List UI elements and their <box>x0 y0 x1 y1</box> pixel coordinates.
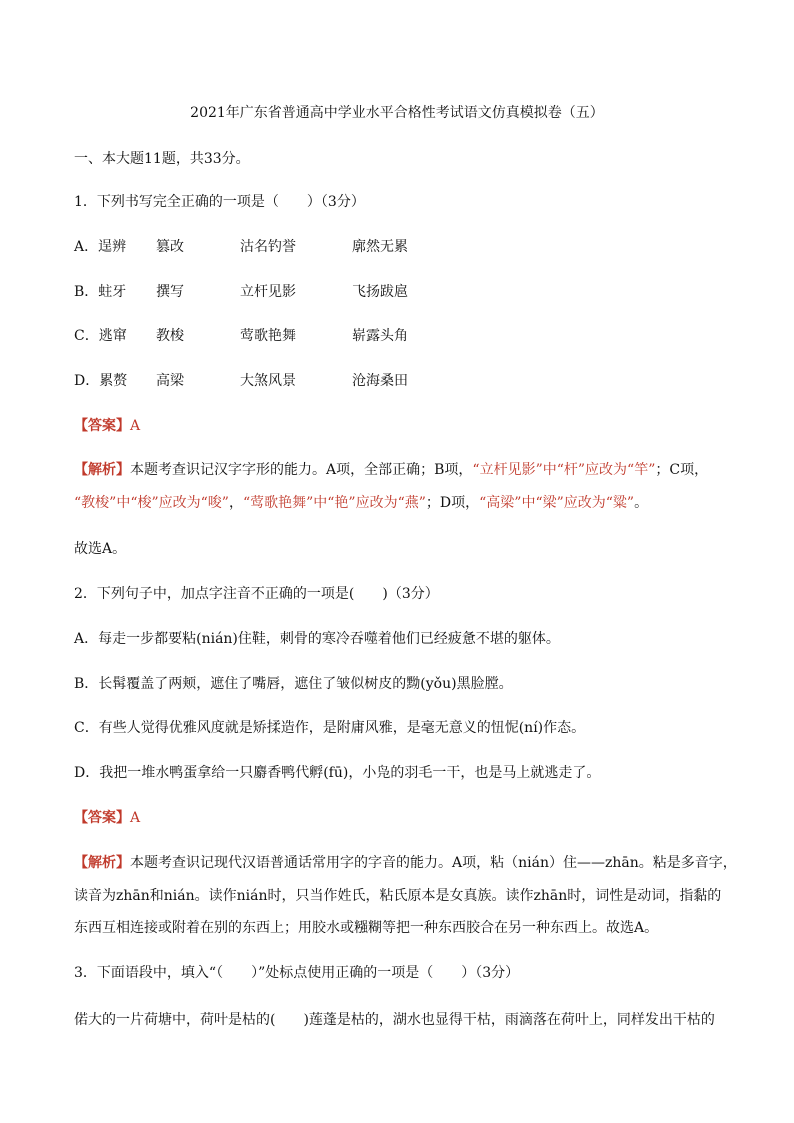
option-word: 高梁 <box>156 373 184 389</box>
question-2-option-a: A．每走一步都要粘(nián)住鞋，刺骨的寒冷吞噬着他们已经疲惫不堪的躯体。 <box>74 631 560 647</box>
question-2-answer <box>74 808 140 828</box>
analysis-correction: “高梁”中“梁”应改为“粱” <box>479 495 635 511</box>
analysis-correction: “立杆见影”中“杆”应改为“竿” <box>472 462 656 478</box>
analysis-text: ， <box>228 495 243 511</box>
option-word: 沧海桑田 <box>352 373 408 389</box>
page-title: 2021年广东省普通高中学业水平合格性考试语文仿真模拟卷（五） <box>190 105 604 121</box>
option-word: 篡改 <box>156 239 184 255</box>
answer-tag: 【答案】 <box>74 418 130 434</box>
option-label-word: A．逞辨 <box>74 239 127 255</box>
question-2-option-c: C．有些人觉得优雅风度就是矫揉造作，是附庸风雅，是毫无意义的忸怩(ní)作态。 <box>74 720 586 736</box>
section-heading: 一、本大题11题，共33分。 <box>74 151 250 167</box>
question-2-option-b: B．长髯覆盖了两颊，遮住了嘴唇，遮住了皱似树皮的黝(yǒu)黑脸膛。 <box>74 676 513 692</box>
question-2-option-d: D．我把一堆水鸭蛋拿给一只麝香鸭代孵(fū)，小凫的羽毛一干，也是马上就逃走了。 <box>74 765 601 781</box>
question-1-analysis-line-1 <box>74 460 708 480</box>
option-label-word: C．逃窜 <box>74 328 127 344</box>
option-word: 撰写 <box>156 284 184 300</box>
question-2-analysis-line-2: 读音为zhān和nián。读作nián时，只当作姓氏，粘氏原本是女真族。读作zhān时，词性是动词，指黏的 <box>74 888 722 904</box>
option-label-word: B．蛀牙 <box>74 284 127 300</box>
option-word: 大煞风景 <box>240 373 296 389</box>
option-word: 沽名钓誉 <box>240 239 296 255</box>
option-label-word: D．累赘 <box>74 373 128 389</box>
analysis-text: 。 <box>634 495 649 511</box>
question-2-stem: 2．下列句子中，加点字注音不正确的一项是( )（3分） <box>74 586 439 602</box>
option-word: 教梭 <box>156 328 184 344</box>
option-word: 廓然无累 <box>352 239 408 255</box>
analysis-text: ；D项， <box>425 495 480 511</box>
question-1-conclusion: 故选A。 <box>74 541 127 557</box>
question-1-answer <box>74 416 140 436</box>
question-2-analysis-line-1 <box>74 853 737 873</box>
analysis-correction: “莺歌艳舞”中“艳”应改为“燕” <box>242 495 426 511</box>
analysis-tag: 【解析】 <box>74 462 130 478</box>
answer-value: A <box>130 418 141 434</box>
answer-value: A <box>130 810 141 826</box>
analysis-correction: “教梭”中“梭”应改为“唆” <box>74 495 229 511</box>
analysis-text: 本题考查识记汉字字形的能力。A项，全部正确；B项， <box>130 462 473 478</box>
question-1-stem: 1．下列书写完全正确的一项是（ ）（3分） <box>74 194 365 210</box>
question-3-passage: 偌大的一片荷塘中，荷叶是枯的( )莲蓬是枯的，湖水也显得干枯，雨滴落在荷叶上，同样发出干枯的 <box>74 1012 715 1028</box>
analysis-text: 本题考查识记现代汉语普通话常用字的字音的能力。A项，粘（nián）住——zhān。粘是多音字， <box>130 855 737 871</box>
option-word: 崭露头角 <box>352 328 408 344</box>
option-word: 飞扬跋扈 <box>352 284 408 300</box>
answer-tag: 【答案】 <box>74 810 130 826</box>
option-word: 立杆见影 <box>240 284 296 300</box>
option-word: 莺歌艳舞 <box>240 328 296 344</box>
question-2-analysis-line-3: 东西互相连接或附着在别的东西上；用胶水或糨糊等把一种东西胶合在另一种东西上。故选A。 <box>74 920 659 936</box>
question-3-stem: 3．下面语段中，填入“（ ）”处标点使用正确的一项是（ ）（3分） <box>74 965 520 981</box>
analysis-text: ；C项， <box>655 462 709 478</box>
analysis-tag: 【解析】 <box>74 855 130 871</box>
question-1-analysis-line-2 <box>74 493 648 513</box>
